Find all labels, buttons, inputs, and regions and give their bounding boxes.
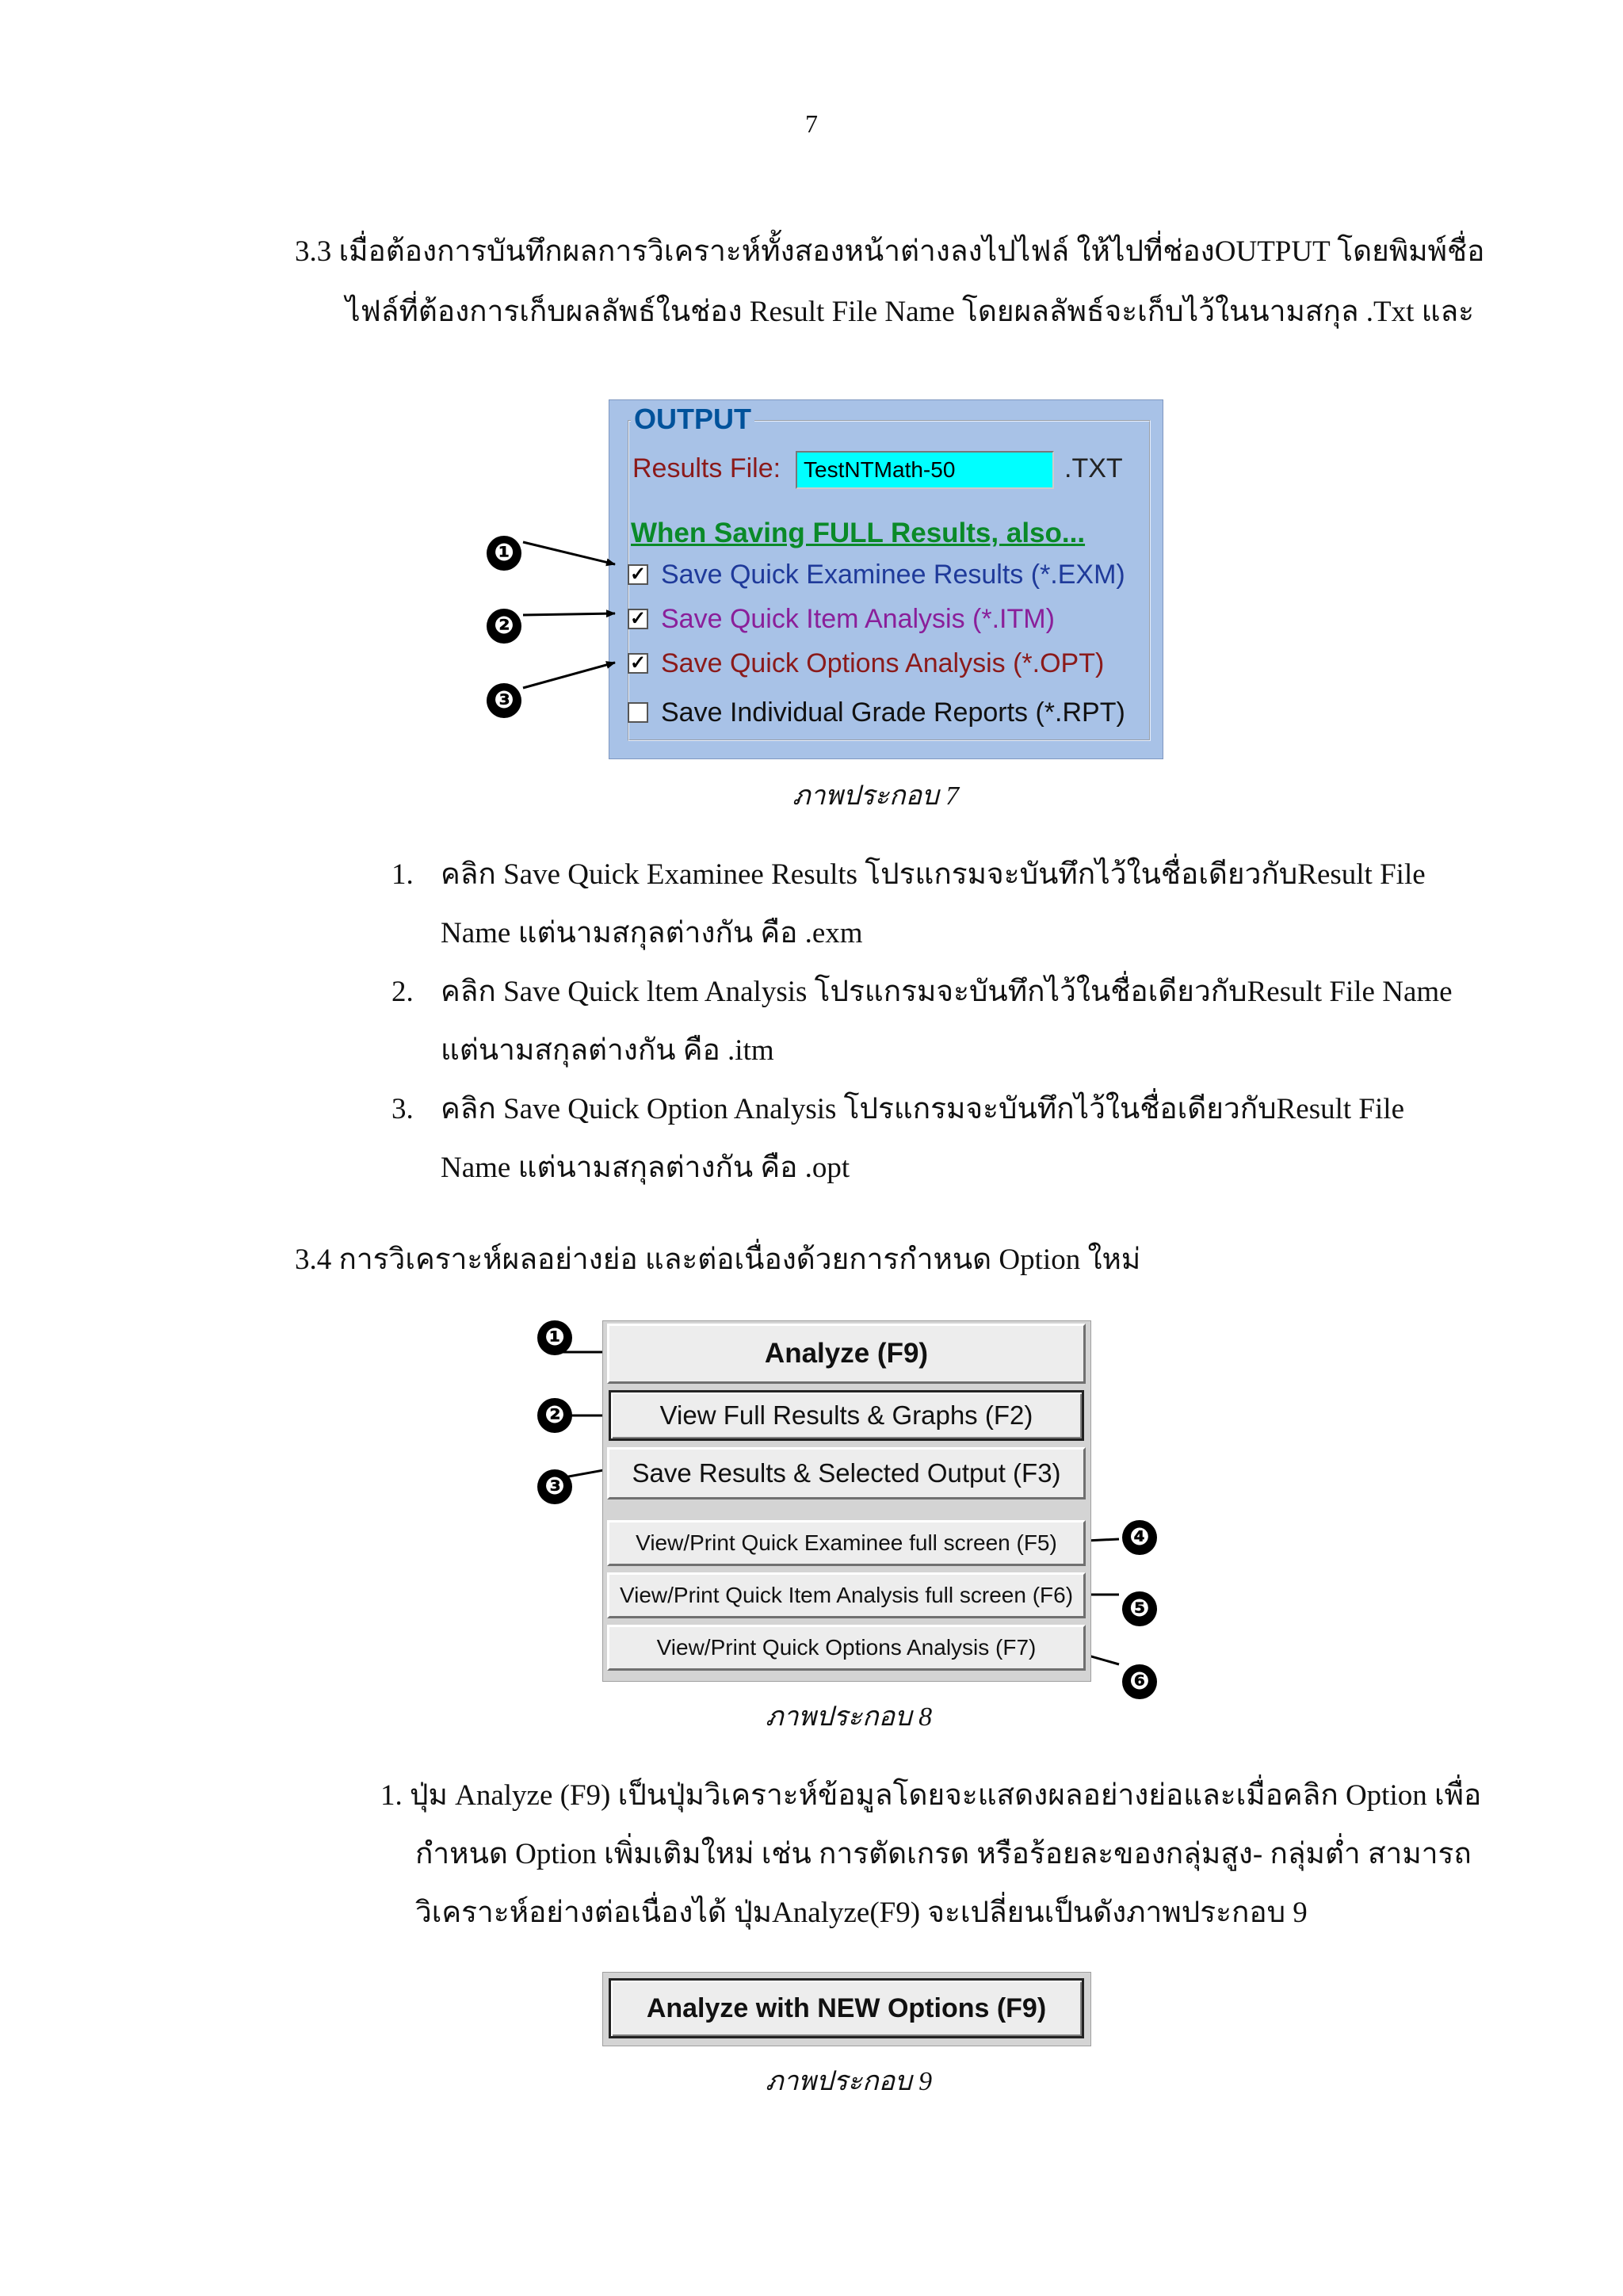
list-item-1-line-2: Name แต่นามสกุลต่างกัน คือ .exm <box>441 917 863 949</box>
save-results-output-button[interactable]: Save Results & Selected Output (F3) <box>607 1447 1086 1499</box>
view-print-quick-options-button[interactable]: View/Print Quick Options Analysis (F7) <box>607 1625 1086 1671</box>
when-saving-full-results-title: When Saving FULL Results, also... <box>631 518 1086 548</box>
section-3-3-line-1: 3.3 เมื่อต้องการบันทึกผลการวิเคราะห์ทั้งสองหน้าต่างลงไปไฟล์ ให้ไปที่ช่องOUTPUT โดยพิมพ์ชื่อ <box>295 235 1485 268</box>
arrow-1-icon <box>523 542 615 564</box>
save-quick-examinee-label: Save Quick Examinee Results (*.EXM) <box>661 559 1125 590</box>
analyze-with-new-options-button[interactable]: Analyze with NEW Options (F9) <box>609 1978 1084 2038</box>
analyze-button[interactable]: Analyze (F9) <box>607 1324 1086 1384</box>
page-number: 7 <box>805 109 818 138</box>
list-item-3-line-1: คลิก Save Quick Option Analysis โปรแกรมจะบันทึกไว้ในชื่อเดียวกับResult File <box>441 1093 1404 1125</box>
list-item-2-line-1: คลิก Save Quick ltem Analysis โปรแกรมจะบันทึกไว้ในชื่อเดียวกับResult File Name <box>441 976 1453 1008</box>
results-file-input[interactable]: TestNTMath-50 <box>796 451 1054 489</box>
list-item-3-number: 3. <box>391 1093 414 1125</box>
view-print-quick-item-button[interactable]: View/Print Quick Item Analysis full screen (F6) <box>607 1572 1086 1618</box>
output-group-title: OUTPUT <box>631 403 754 436</box>
checkbox-checked-icon[interactable]: ✓ <box>628 609 648 629</box>
caption-figure-7: ภาพประกอบ 7 <box>792 781 960 811</box>
caption-figure-8: ภาพประกอบ 8 <box>766 1702 933 1732</box>
results-file-label: Results File: <box>632 453 781 483</box>
callout-2-icon: ❷ <box>487 609 521 644</box>
arrow-2-icon <box>523 613 615 615</box>
list-item-1-number: 1. <box>391 858 414 891</box>
callout-f8-1-icon: ❶ <box>537 1320 572 1355</box>
callout-1-icon: ❶ <box>487 536 521 571</box>
analyze-description-line-3: วิเคราะห์อย่างต่อเนื่องได้ ปุ่มAnalyze(F9) จะเปลี่ยนเป็นดังภาพประกอบ 9 <box>415 1897 1308 1929</box>
callout-f8-4-icon: ❹ <box>1122 1520 1157 1555</box>
callout-f8-2-icon: ❷ <box>537 1398 572 1433</box>
list-item-2-line-2: แต่นามสกุลต่างกัน คือ .itm <box>441 1034 774 1067</box>
caption-figure-9: ภาพประกอบ 9 <box>766 2067 933 2096</box>
checkbox-checked-icon[interactable]: ✓ <box>628 564 648 585</box>
save-quick-item-label: Save Quick Item Analysis (*.ITM) <box>661 603 1055 634</box>
results-file-extension: .TXT <box>1064 453 1123 483</box>
callout-f8-5-icon: ❺ <box>1122 1591 1157 1626</box>
checkbox-checked-icon[interactable]: ✓ <box>628 653 648 674</box>
save-quick-options-label: Save Quick Options Analysis (*.OPT) <box>661 648 1105 678</box>
save-individual-grade-label: Save Individual Grade Reports (*.RPT) <box>661 697 1125 728</box>
view-print-quick-examinee-button[interactable]: View/Print Quick Examinee full screen (F5) <box>607 1520 1086 1566</box>
callout-3-icon: ❸ <box>487 683 521 718</box>
callout-f8-3-icon: ❸ <box>537 1469 572 1504</box>
analyze-description-line-2: กำหนด Option เพิ่มเติมใหม่ เช่น การตัดเกรด หรือร้อยละของกลุ่มสูง- กลุ่มต่ำ สามารถ <box>415 1838 1472 1870</box>
arrow-3-icon <box>523 663 615 688</box>
list-item-3-line-2: Name แต่นามสกุลต่างกัน คือ .opt <box>441 1152 850 1184</box>
analyze-description-line-1: 1. ปุ่ม Analyze (F9) เป็นปุ่มวิเคราะห์ข้อมูลโดยจะแสดงผลอย่างย่อและเมื่อคลิก Option เพื่อ <box>380 1779 1482 1812</box>
view-full-results-button[interactable]: View Full Results & Graphs (F2) <box>609 1390 1084 1441</box>
list-item-2-number: 2. <box>391 976 414 1008</box>
list-item-1-line-1: คลิก Save Quick Examinee Results โปรแกรมจะบันทึกไว้ในชื่อเดียวกับResult File <box>441 858 1426 891</box>
section-3-3-line-2: ไฟล์ที่ต้องการเก็บผลลัพธ์ในช่อง Result File Name โดยผลลัพธ์จะเก็บไว้ในนามสกุล .Txt และ <box>346 296 1475 328</box>
callout-f8-6-icon: ❻ <box>1122 1664 1157 1699</box>
section-3-4-heading: 3.4 การวิเคราะห์ผลอย่างย่อ และต่อเนื่องด้วยการกำหนด Option ใหม่ <box>295 1244 1141 1276</box>
